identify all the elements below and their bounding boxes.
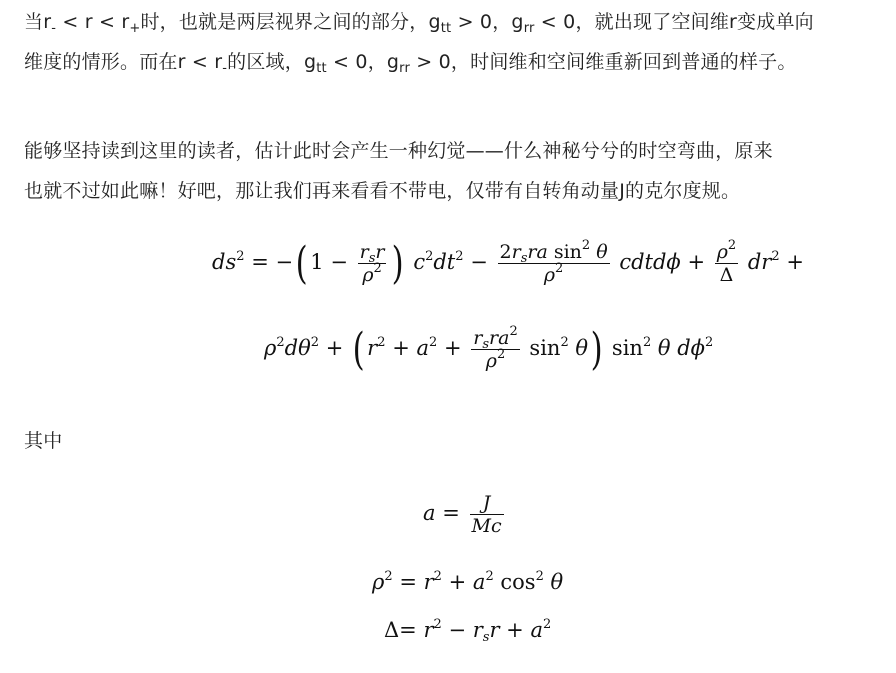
paragraph-where: 其中 — [24, 430, 63, 452]
paragraph-line: 能够坚持读到这里的读者，估计此时会产生一种幻觉——什么神秘兮兮的时空弯曲，原来 — [24, 140, 773, 162]
paragraph-line: 维度的情形。而在$r < r_-$的区域，$g_{tt} < 0$，$g_{rr} > 0$，时间维和空间维重新回到普通的样子。 — [24, 51, 797, 76]
kerr-metric-line-1: $ds^2$ = −( 1 − $\frac{r_sr}{\rho^2}$ ) $c^2dt^2$ − $\frac{2r_sra \sin^2 \theta}{\rho^2}$ cdtdϕ + $\frac{\rho^2}{\Delta}$ $dr^2$ + — [212, 237, 804, 289]
paragraph-line: 当$r_- < r < r_+$时，也就是两层视界之间的部分，$g_{tt} > 0$，$g_{rr} < 0$，就出现了空间维r变成单向 — [24, 11, 814, 36]
definition-a: a = $\frac{J}{Mc}$ — [423, 492, 502, 537]
paragraph-line: 也就不过如此嘛！好吧，那让我们再来看看不带电，仅带有自转角动量J的克尔度规。 — [24, 180, 741, 202]
definition-rho: $\rho^2 = r^2 + a^2$ $\cos^2 \theta$ — [372, 569, 564, 594]
paragraph-kerr-intro — [24, 131, 884, 211]
kerr-metric-line-2: $\rho^2d\theta^2$ + ( $r^2 + a^2$ + $\frac{r_sra^2}{\rho^2}$ $\sin^2 \theta$) $\sin^2 \theta$ $d\phi^2$ — [264, 323, 714, 375]
definition-delta: $\Delta= r^2 - r_sr + a^2$ — [384, 617, 552, 645]
paragraph-horizons — [24, 2, 884, 82]
